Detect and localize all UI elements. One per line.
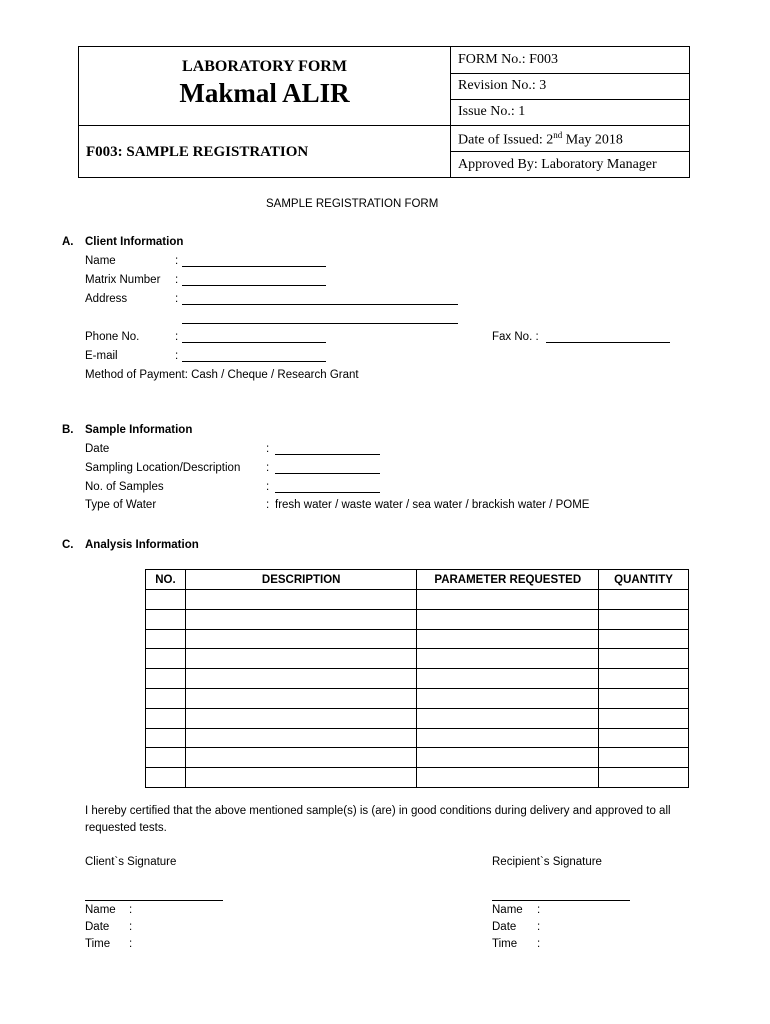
analysis-table-header — [146, 570, 689, 590]
form-title: SAMPLE REGISTRATION FORM — [266, 198, 439, 210]
section-b-letter: B. — [62, 424, 74, 436]
recipient-signature-line[interactable] — [492, 900, 630, 901]
address-field-line1[interactable] — [182, 294, 458, 308]
cell-no[interactable] — [146, 688, 186, 708]
address-field-line2[interactable] — [182, 313, 458, 327]
cell-quantity[interactable] — [599, 609, 689, 629]
cell-quantity[interactable] — [599, 688, 689, 708]
table-row — [146, 590, 689, 610]
cell-no[interactable] — [146, 708, 186, 728]
section-a-letter: A. — [62, 236, 74, 248]
recipient-name-label: Name — [492, 904, 523, 916]
email-field[interactable] — [182, 351, 326, 365]
name-label: Name — [85, 255, 116, 267]
cell-description[interactable] — [185, 649, 417, 669]
cell-parameter[interactable] — [417, 768, 599, 788]
phone-label: Phone No. — [85, 331, 140, 343]
address-label: Address — [85, 293, 128, 305]
column-header-description: DESCRIPTION — [185, 570, 417, 590]
cell-no[interactable] — [146, 649, 186, 669]
cell-quantity[interactable] — [599, 748, 689, 768]
cell-description[interactable] — [185, 629, 417, 649]
recipient-signature-title: Recipient`s Signature — [492, 856, 602, 868]
cell-parameter[interactable] — [417, 748, 599, 768]
cell-parameter[interactable] — [417, 708, 599, 728]
table-row — [146, 768, 689, 788]
cell-description[interactable] — [185, 748, 417, 768]
cell-quantity[interactable] — [599, 669, 689, 689]
cell-quantity[interactable] — [599, 629, 689, 649]
no-of-samples-label: No. of Samples — [85, 481, 164, 493]
lab-form-heading: LABORATORY FORM — [182, 58, 347, 75]
sample-date-label: Date — [85, 443, 110, 455]
cell-no[interactable] — [146, 748, 186, 768]
header-left-divider — [79, 125, 450, 126]
cell-parameter[interactable] — [417, 688, 599, 708]
cell-no[interactable] — [146, 768, 186, 788]
lab-name: Makmal ALIR — [179, 78, 350, 108]
cell-description[interactable] — [185, 609, 417, 629]
cell-no[interactable] — [146, 629, 186, 649]
sampling-location-label: Sampling Location/Description — [85, 462, 241, 474]
cell-quantity[interactable] — [599, 708, 689, 728]
client-signature-title: Client`s Signature — [85, 856, 177, 868]
form-code-title: F003: SAMPLE REGISTRATION — [86, 144, 309, 160]
cell-description[interactable] — [185, 688, 417, 708]
cell-parameter[interactable] — [417, 649, 599, 669]
cell-quantity[interactable] — [599, 649, 689, 669]
fax-label: Fax No. : — [492, 331, 539, 343]
column-header-quantity: QUANTITY — [599, 570, 689, 590]
table-row — [146, 728, 689, 748]
sample-date-field[interactable] — [275, 444, 380, 458]
form-header — [78, 46, 690, 178]
table-row — [146, 649, 689, 669]
cell-quantity[interactable] — [599, 728, 689, 748]
approved-by: Approved By: Laboratory Manager — [458, 157, 657, 172]
client-date-label: Date — [85, 921, 110, 933]
cell-description[interactable] — [185, 590, 417, 610]
matrix-number-label: Matrix Number — [85, 274, 161, 286]
matrix-number-field[interactable] — [182, 275, 326, 289]
water-type-label: Type of Water — [85, 499, 157, 511]
cell-no[interactable] — [146, 590, 186, 610]
cell-parameter[interactable] — [417, 669, 599, 689]
section-c-title: Analysis Information — [85, 539, 199, 551]
certification-line-2: requested tests. — [85, 822, 167, 834]
cell-parameter[interactable] — [417, 609, 599, 629]
analysis-table — [145, 569, 689, 788]
sampling-location-field[interactable] — [275, 463, 380, 477]
table-row — [146, 708, 689, 728]
form-number: FORM No.: F003 — [458, 52, 558, 67]
cell-no[interactable] — [146, 728, 186, 748]
cell-description[interactable] — [185, 669, 417, 689]
column-header-no: NO. — [146, 570, 186, 590]
recipient-date-label: Date — [492, 921, 517, 933]
cell-description[interactable] — [185, 708, 417, 728]
revision-number: Revision No.: 3 — [458, 78, 547, 93]
table-row — [146, 688, 689, 708]
table-row — [146, 669, 689, 689]
table-row — [146, 609, 689, 629]
client-time-label: Time — [85, 938, 111, 950]
name-field[interactable] — [182, 256, 326, 270]
section-b-title: Sample Information — [85, 424, 193, 436]
table-row — [146, 748, 689, 768]
cell-parameter[interactable] — [417, 629, 599, 649]
cell-description[interactable] — [185, 728, 417, 748]
section-a-title: Client Information — [85, 236, 184, 248]
client-signature-line[interactable] — [85, 900, 223, 901]
payment-method: Method of Payment: Cash / Cheque / Research Grant — [85, 369, 359, 381]
date-issued: Date of Issued: 2nd May 2018 — [458, 130, 623, 148]
column-header-parameter: PARAMETER REQUESTED — [417, 570, 599, 590]
client-name-label: Name — [85, 904, 116, 916]
issue-number: Issue No.: 1 — [458, 104, 526, 119]
certification-line-1: I hereby certified that the above mentioned sample(s) is (are) in good conditions during delivery and approved to all — [85, 805, 671, 817]
water-type-options[interactable]: fresh water / waste water / sea water / brackish water / POME — [275, 499, 590, 511]
section-c-letter: C. — [62, 539, 74, 551]
cell-quantity[interactable] — [599, 768, 689, 788]
cell-no[interactable] — [146, 669, 186, 689]
no-of-samples-field[interactable] — [275, 482, 380, 496]
recipient-time-label: Time — [492, 938, 518, 950]
fax-field[interactable] — [546, 332, 670, 346]
cell-no[interactable] — [146, 609, 186, 629]
table-row — [146, 629, 689, 649]
cell-description[interactable] — [185, 768, 417, 788]
cell-quantity[interactable] — [599, 590, 689, 610]
cell-parameter[interactable] — [417, 728, 599, 748]
cell-parameter[interactable] — [417, 590, 599, 610]
header-divider — [450, 47, 451, 177]
email-label: E-mail — [85, 350, 118, 362]
phone-field[interactable] — [182, 332, 326, 346]
